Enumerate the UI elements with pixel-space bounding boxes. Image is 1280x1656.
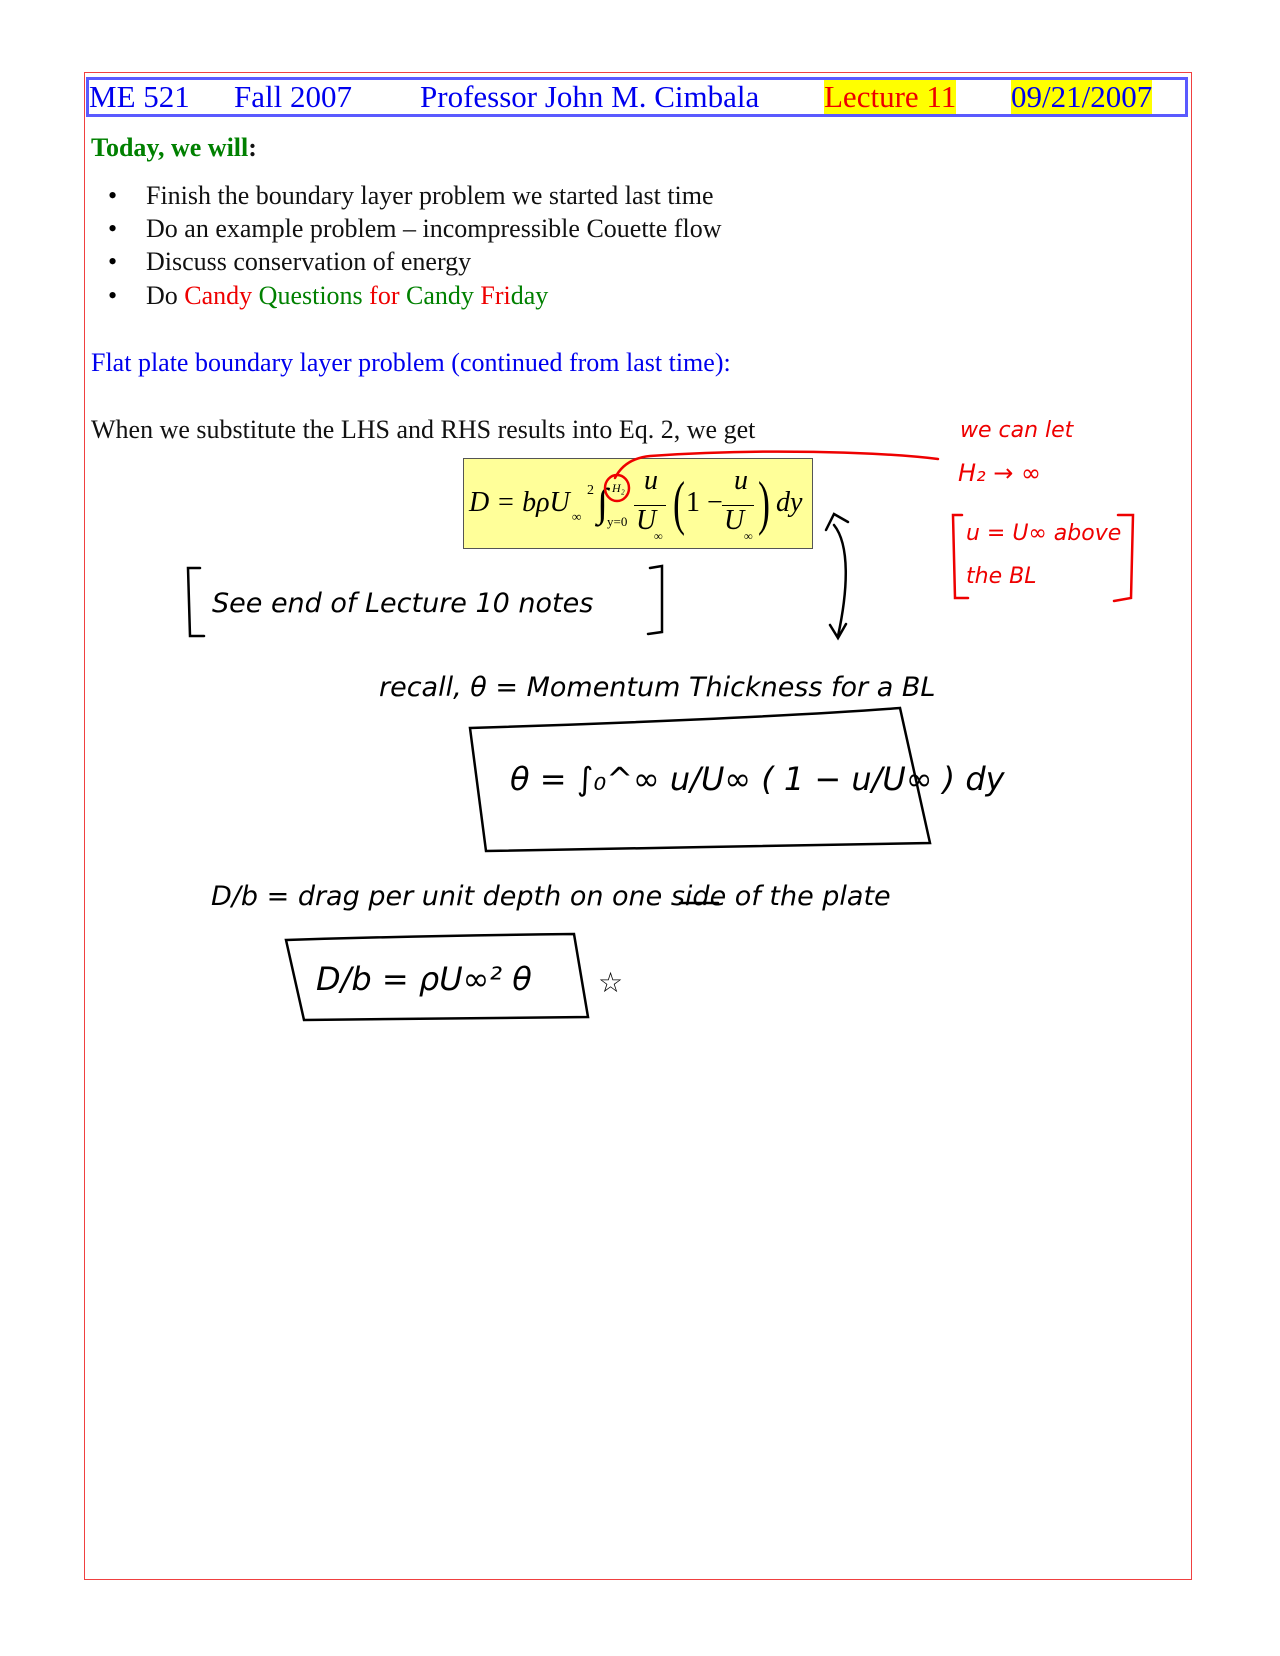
red-circle-h2 <box>605 475 629 501</box>
double-arrow <box>826 514 848 638</box>
list-item: Finish the boundary layer problem we started last time <box>146 181 714 210</box>
bracket-right <box>648 566 662 634</box>
lecture-date: 09/21/2007 <box>1011 79 1153 114</box>
lecture-number: Lecture 11 <box>824 79 957 114</box>
professor: Professor John M. Cimbala <box>420 79 760 114</box>
drag-equation-handwritten: D/b = ρU∞² θ <box>316 960 532 998</box>
see-notes-text: See end of Lecture 10 notes <box>212 588 594 619</box>
bracket-left <box>188 568 204 636</box>
list-item: Discuss conservation of energy <box>146 247 472 276</box>
paragraph: When we substitute the LHS and RHS results into Eq. 2, we get <box>91 415 756 444</box>
list-item: Do an example problem – incompressible Couette flow <box>146 214 722 243</box>
red-note-line1: we can let <box>960 418 1074 443</box>
intro: Today, we will: <box>91 133 257 162</box>
drag-equation: D = bρU ∞ 2 ∫ H₂ y=0 u U ∞ ( 1 − u U ∞ ) dy <box>463 458 813 549</box>
red-bracket-line2: the BL <box>966 564 1037 589</box>
recall-text: recall, θ = Momentum Thickness for a BL <box>379 672 936 703</box>
red-connector-line <box>615 452 938 478</box>
red-note-line2: H₂ → ∞ <box>958 459 1042 487</box>
star-icon: ☆ <box>598 966 624 999</box>
theta-equation: θ = ∫₀^∞ u/U∞ ( 1 − u/U∞ ) dy <box>510 760 1005 798</box>
red-bracket-line1: u = U∞ above <box>966 521 1122 546</box>
list-item-candy: Do Candy Questions for Candy Friday <box>146 281 549 310</box>
term: Fall 2007 <box>234 79 352 114</box>
section-heading: Flat plate boundary layer problem (continued from last time): <box>91 348 731 377</box>
course-number: ME 521 <box>89 79 190 114</box>
drag-definition: D/b = drag per unit depth on one side of the plate <box>211 881 891 912</box>
